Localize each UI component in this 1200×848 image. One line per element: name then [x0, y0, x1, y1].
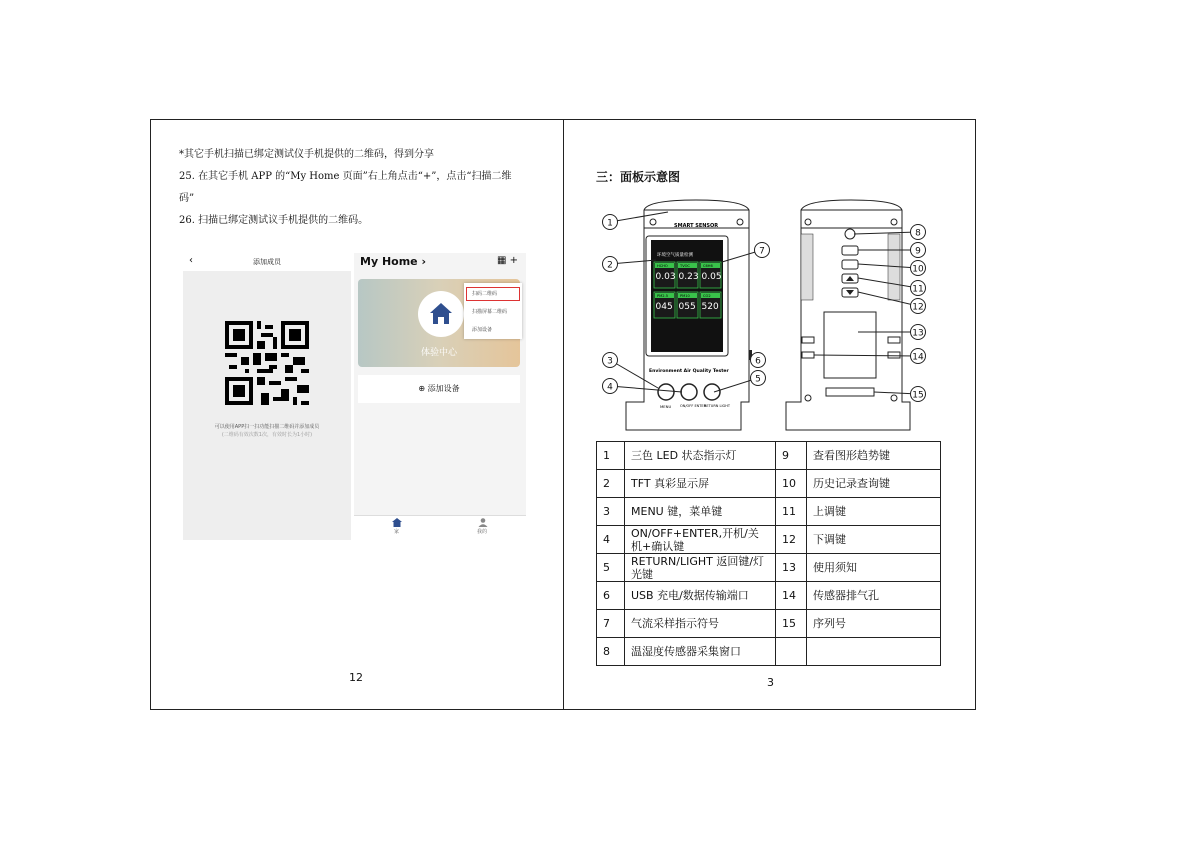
legend-cell-n2: 15 [776, 610, 807, 638]
screen-header [183, 253, 351, 271]
reading-value: 055 [678, 302, 696, 312]
callout-number: 2 [607, 260, 613, 271]
reading-value: 0.23 [678, 272, 699, 282]
add-member-screenshot [183, 253, 351, 540]
legend-cell-n2: 14 [776, 582, 807, 610]
home-tab-icon [392, 518, 402, 527]
legend-cell-t2: 序列号 [807, 610, 941, 638]
callout-number: 4 [607, 382, 613, 393]
bottom-tab-bar [354, 515, 526, 540]
legend-cell-n: 5 [597, 554, 625, 582]
callout-number: 14 [912, 352, 924, 363]
legend-cell-t2: 历史记录查询键 [807, 470, 941, 498]
return-button-label: RETURN LIGHT [704, 404, 730, 408]
legend-cell-n2 [776, 638, 807, 666]
callout-number: 9 [915, 246, 921, 257]
reading-value: 045 [655, 302, 673, 312]
screen-title: 添加成员 [253, 258, 281, 266]
legend-cell-n2: 13 [776, 554, 807, 582]
legend-cell-t: USB 充电/数据传输端口 [625, 582, 776, 610]
qr-tip: 可以使用APP扫一扫功能扫描二维码并添加成员 [214, 424, 320, 430]
instruction-line-3: 码” [179, 193, 195, 204]
front-view [626, 200, 752, 430]
callout-number: 5 [755, 374, 761, 385]
reading-label: PM2.5 [657, 294, 668, 298]
instruction-line-4: 26. 扫描已绑定测试议手机提供的二维码。 [179, 215, 369, 226]
my-home-title: My Home › [360, 255, 426, 268]
legend-cell-n: 1 [597, 442, 625, 470]
callout-number: 12 [912, 302, 924, 313]
legend-cell-t: MENU 键，菜单键 [625, 498, 776, 526]
reading-value: 0.03 [655, 272, 676, 282]
legend-cell-n: 3 [597, 498, 625, 526]
legend-row [597, 638, 941, 666]
callout-number: 3 [607, 356, 613, 367]
legend-cell-t: RETURN/LIGHT 返回键/灯光键 [625, 554, 776, 582]
legend-cell-t: TFT 真彩显示屏 [625, 470, 776, 498]
house-icon [421, 294, 461, 334]
legend-cell-n2: 11 [776, 498, 807, 526]
home-circle [418, 291, 464, 337]
legend-cell-t: 三色 LED 状态指示灯 [625, 442, 776, 470]
add-device-button: ⊕ 添加设备 [358, 375, 520, 403]
callout-number: 8 [915, 228, 921, 239]
instruction-line-1: *其它手机扫描已绑定测试仪手机提供的二维码，得到分享 [179, 149, 434, 160]
callout-number: 1 [607, 218, 613, 229]
legend-cell-n: 6 [597, 582, 625, 610]
legend-cell-t2: 下调键 [807, 526, 941, 554]
legend-row [597, 582, 941, 610]
tab-home: 家 [394, 529, 400, 535]
qr-validity-note: (二维码有效次数1次，有效时长为1小时) [221, 432, 313, 438]
legend-cell-n2: 12 [776, 526, 807, 554]
reading-value: 520 [701, 302, 719, 312]
plus-dropdown-menu [464, 283, 522, 339]
back-icon: ‹ [189, 255, 193, 266]
legend-cell-t2: 上调键 [807, 498, 941, 526]
legend-cell-t: 温湿度传感器采集窗口 [625, 638, 776, 666]
menu-button-label: MENU [660, 404, 672, 409]
menu-item-add-device: 添加设备 [472, 327, 493, 333]
screen-title-label: 环境空气质量检测 [657, 253, 693, 258]
legend-cell-t2: 使用须知 [807, 554, 941, 582]
panel-diagram [596, 192, 941, 434]
left-page-number: 12 [349, 671, 363, 684]
header-icons: ▦ + [496, 255, 518, 266]
legend-cell-n: 8 [597, 638, 625, 666]
instruction-line-2: 25. 在其它手机 APP 的“My Home 页面”右上角点击“+”，点击“扫描二维 [179, 171, 512, 182]
legend-cell-n: 4 [597, 526, 625, 554]
legend-row [597, 526, 941, 554]
legend-cell-t2 [807, 638, 941, 666]
profile-tab-icon [478, 518, 488, 527]
legend-row [597, 470, 941, 498]
legend-cell-t2: 传感器排气孔 [807, 582, 941, 610]
callout-number: 13 [912, 328, 924, 339]
legend-cell-n2: 9 [776, 442, 807, 470]
brand-label: SMART SENSOR [674, 223, 719, 229]
left-page [151, 120, 563, 709]
legend-row [597, 610, 941, 638]
callout-number: 6 [755, 356, 761, 367]
callout-number: 11 [912, 284, 924, 295]
card-label: 体验中心 [420, 348, 457, 358]
legend-row [597, 498, 941, 526]
menu-item-scan-screen-qr: 扫描屏幕二维码 [472, 309, 508, 315]
rear-view [786, 200, 910, 430]
callout-number: 15 [912, 390, 924, 401]
legend-cell-n: 2 [597, 470, 625, 498]
device-name-label: Environment Air Quality Tester [649, 369, 729, 374]
reading-label: C6H6 [703, 264, 713, 268]
reading-label: CO2 [703, 294, 711, 298]
panel-diagram-heading: 三：面板示意图 [596, 170, 681, 184]
panel-legend-table [596, 441, 941, 666]
reading-label: PM10 [680, 294, 690, 298]
reading-value: 0.05 [701, 272, 722, 282]
manual-spread [150, 119, 976, 710]
legend-cell-n2: 10 [776, 470, 807, 498]
legend-cell-t: ON/OFF+ENTER,开机/关机+确认键 [625, 526, 776, 554]
callout-number: 7 [759, 246, 765, 257]
qr-code-icon [225, 321, 309, 405]
reading-label: HCHO [657, 264, 668, 268]
legend-row [597, 442, 941, 470]
right-page-number: 3 [767, 676, 774, 689]
legend-cell-n: 7 [597, 610, 625, 638]
legend-row [597, 554, 941, 582]
onoff-button-label: ON/OFF ENTER [680, 404, 707, 408]
legend-cell-t2: 查看图形趋势键 [807, 442, 941, 470]
legend-cell-t: 气流采样指示符号 [625, 610, 776, 638]
my-home-screenshot [354, 253, 526, 540]
tab-mine: 我的 [477, 529, 488, 535]
reading-label: TVOC [680, 264, 690, 268]
right-page [564, 120, 976, 709]
menu-item-scan-qr: 扫码二维码 [472, 291, 498, 297]
callout-number: 10 [912, 264, 924, 275]
